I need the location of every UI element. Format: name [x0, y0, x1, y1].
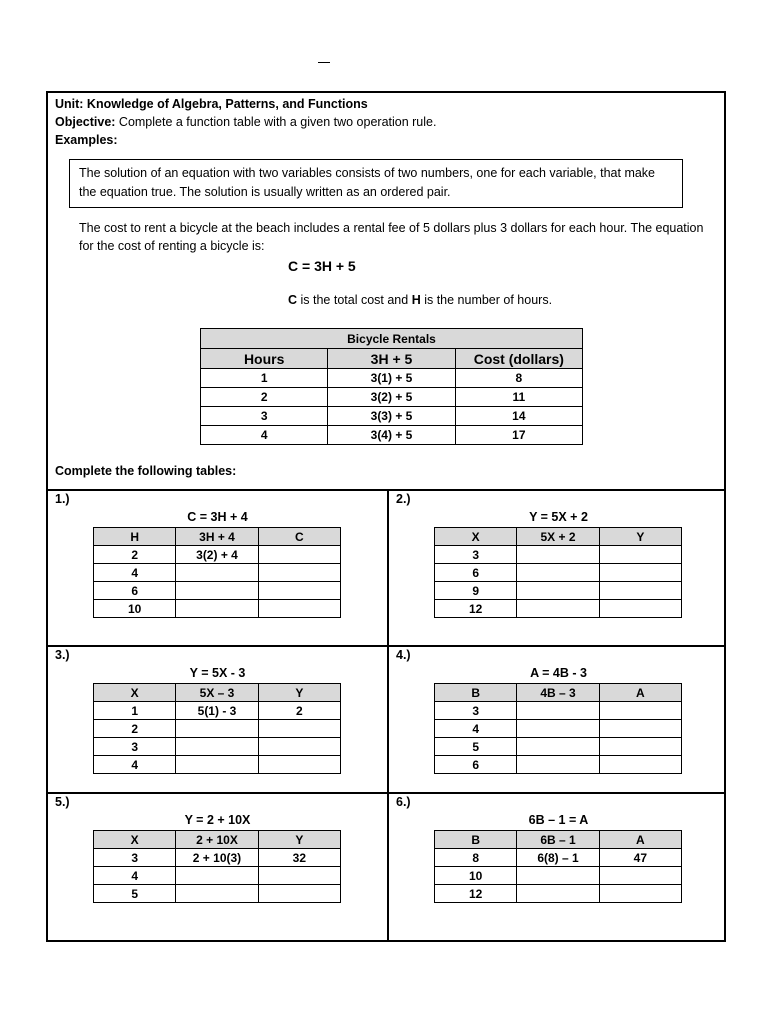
- table-cell: 4: [94, 564, 176, 582]
- problem-number: 2.): [396, 492, 411, 506]
- table-cell: [599, 564, 681, 582]
- bicycle-rentals-table: [200, 328, 583, 445]
- table-row: [201, 369, 583, 388]
- table-row: [94, 600, 341, 618]
- problem-equation: C = 3H + 4: [187, 510, 248, 524]
- table-row: [435, 702, 682, 720]
- table-row: [435, 582, 682, 600]
- table-cell: 10: [435, 867, 517, 885]
- examples-label: Examples:: [55, 133, 118, 147]
- table-cell: 3: [201, 407, 328, 426]
- table-cell: 3(2) + 5: [328, 388, 455, 407]
- example-equation: C = 3H + 5: [288, 258, 356, 274]
- table-row: [435, 885, 682, 903]
- table-row: [94, 546, 341, 564]
- table-cell: 5(1) - 3: [176, 702, 258, 720]
- table-cell: [599, 582, 681, 600]
- table-cell: [176, 564, 258, 582]
- table-cell: [258, 546, 340, 564]
- table-cell: 12: [435, 885, 517, 903]
- table-header-cell: B: [435, 684, 517, 702]
- problem-table: [434, 830, 682, 903]
- table-cell: [517, 738, 599, 756]
- table-cell: 5: [435, 738, 517, 756]
- table-row: [435, 738, 682, 756]
- table-cell: [258, 600, 340, 618]
- table-row: [201, 426, 583, 445]
- table-cell: [517, 582, 599, 600]
- table-row: [435, 849, 682, 867]
- problem-number: 3.): [55, 648, 70, 662]
- problem-table: [93, 830, 341, 903]
- table-cell: 3: [94, 738, 176, 756]
- table-cell: 11: [455, 388, 582, 407]
- table-cell: [599, 546, 681, 564]
- table-header-cell: A: [599, 831, 681, 849]
- table-cell: [176, 738, 258, 756]
- table-header-cell: 3H + 4: [176, 528, 258, 546]
- caption-end: is the number of hours.: [420, 293, 553, 307]
- problem-equation: A = 4B - 3: [530, 666, 587, 680]
- table-header-cell: 6B – 1: [517, 831, 599, 849]
- table-cell: 8: [435, 849, 517, 867]
- table-cell: [517, 756, 599, 774]
- objective-label: Objective:: [55, 115, 116, 129]
- problem-table: [93, 527, 341, 618]
- table-header-cell: 2 + 10X: [176, 831, 258, 849]
- table-cell: 3: [435, 702, 517, 720]
- problem-equation: 6B – 1 = A: [528, 813, 589, 827]
- table-row: [94, 564, 341, 582]
- table-cell: [176, 720, 258, 738]
- table-header-cell: X: [435, 528, 517, 546]
- table-header-cell: 5X – 3: [176, 684, 258, 702]
- table-cell: [176, 600, 258, 618]
- table-row: [94, 738, 341, 756]
- problem-number: 4.): [396, 648, 411, 662]
- table-cell: 3(3) + 5: [328, 407, 455, 426]
- table-cell: 3: [435, 546, 517, 564]
- example-paragraph: The cost to rent a bicycle at the beach includes a rental fee of 5 dollars plus 3 dollars for each hour. The equation for the cost of renting a bicycle is:: [79, 221, 704, 253]
- table-cell: 9: [435, 582, 517, 600]
- table-cell: [258, 582, 340, 600]
- table-row: [94, 756, 341, 774]
- table-row: [435, 867, 682, 885]
- table-cell: 6: [435, 564, 517, 582]
- table-cell: [176, 867, 258, 885]
- table-header-cell: Y: [258, 684, 340, 702]
- table-cell: [176, 885, 258, 903]
- instructions-heading: Complete the following tables:: [55, 464, 237, 478]
- table-cell: [258, 885, 340, 903]
- table-cell: 1: [94, 702, 176, 720]
- table-cell: 3: [94, 849, 176, 867]
- caption-h: H: [411, 293, 421, 307]
- table-row: [94, 885, 341, 903]
- grid-divider: [48, 792, 724, 794]
- table-cell: [599, 885, 681, 903]
- table-cell: [599, 738, 681, 756]
- unit-title: Unit: Knowledge of Algebra, Patterns, and Functions: [55, 97, 368, 111]
- problem-equation: Y = 5X - 3: [189, 666, 246, 680]
- table-header-cell: A: [599, 684, 681, 702]
- table-cell: [258, 756, 340, 774]
- table-cell: 2: [94, 546, 176, 564]
- table-cell: [517, 702, 599, 720]
- table-cell: 3(1) + 5: [328, 369, 455, 388]
- rentals-table-title: Bicycle Rentals: [201, 329, 583, 349]
- table-cell: 12: [435, 600, 517, 618]
- table-cell: 2: [258, 702, 340, 720]
- worksheet-header: [55, 95, 715, 149]
- grid-divider: [48, 645, 724, 647]
- problem-table: [434, 527, 682, 618]
- objective-text: Complete a function table with a given two operation rule.: [115, 115, 437, 129]
- rentals-header-cell: Cost (dollars): [455, 349, 582, 369]
- table-row: [94, 849, 341, 867]
- table-cell: [258, 720, 340, 738]
- caption-c: C: [288, 293, 298, 307]
- table-cell: [517, 564, 599, 582]
- table-cell: [599, 867, 681, 885]
- table-cell: 5: [94, 885, 176, 903]
- table-cell: 14: [455, 407, 582, 426]
- table-row: [201, 388, 583, 407]
- table-cell: 6(8) – 1: [517, 849, 599, 867]
- grid-divider: [48, 489, 724, 491]
- table-cell: 4: [201, 426, 328, 445]
- grid-center-divider: [387, 489, 389, 942]
- table-cell: 32: [258, 849, 340, 867]
- table-header-cell: B: [435, 831, 517, 849]
- problem-number: 1.): [55, 492, 70, 506]
- table-cell: 4: [94, 867, 176, 885]
- table-row: [435, 546, 682, 564]
- table-cell: 2: [201, 388, 328, 407]
- table-cell: 2 + 10(3): [176, 849, 258, 867]
- table-cell: [599, 702, 681, 720]
- table-row: [201, 407, 583, 426]
- table-header-cell: C: [258, 528, 340, 546]
- rentals-header-cell: 3H + 5: [328, 349, 455, 369]
- caption-mid: is the total cost and: [297, 293, 412, 307]
- problem-number: 6.): [396, 795, 411, 809]
- table-cell: 6: [435, 756, 517, 774]
- table-row: [94, 702, 341, 720]
- table-row: [435, 720, 682, 738]
- table-row: [94, 867, 341, 885]
- table-cell: 8: [455, 369, 582, 388]
- table-row: [94, 582, 341, 600]
- table-cell: [517, 600, 599, 618]
- worksheet-frame: [46, 91, 726, 942]
- table-cell: [599, 756, 681, 774]
- table-header-cell: 5X + 2: [517, 528, 599, 546]
- table-header-cell: Y: [599, 528, 681, 546]
- table-cell: [258, 867, 340, 885]
- table-cell: 17: [455, 426, 582, 445]
- table-cell: [599, 600, 681, 618]
- problem-number: 5.): [55, 795, 70, 809]
- top-dash-mark: [318, 62, 330, 63]
- table-header-cell: 4B – 3: [517, 684, 599, 702]
- table-cell: 3(4) + 5: [328, 426, 455, 445]
- table-row: [435, 600, 682, 618]
- table-cell: [599, 720, 681, 738]
- table-cell: 10: [94, 600, 176, 618]
- table-cell: [176, 756, 258, 774]
- table-cell: [258, 564, 340, 582]
- problem-table: [93, 683, 341, 774]
- table-cell: 3(2) + 4: [176, 546, 258, 564]
- table-cell: [517, 546, 599, 564]
- definition-box: The solution of an equation with two variables consists of two numbers, one for each variable, that make the equation true. The solution is usually written as an ordered pair.: [69, 159, 683, 208]
- table-cell: 2: [94, 720, 176, 738]
- table-header-cell: H: [94, 528, 176, 546]
- example-caption: [288, 293, 552, 307]
- table-cell: 6: [94, 582, 176, 600]
- problem-table: [434, 683, 682, 774]
- table-cell: 4: [94, 756, 176, 774]
- problem-equation: Y = 5X + 2: [529, 510, 588, 524]
- table-cell: [176, 582, 258, 600]
- table-cell: 1: [201, 369, 328, 388]
- rentals-header-cell: Hours: [201, 349, 328, 369]
- problem-equation: Y = 2 + 10X: [184, 813, 251, 827]
- table-cell: [517, 885, 599, 903]
- table-row: [435, 756, 682, 774]
- objective-line: [55, 113, 715, 131]
- table-header-cell: X: [94, 684, 176, 702]
- table-row: [435, 564, 682, 582]
- table-header-cell: X: [94, 831, 176, 849]
- table-cell: 4: [435, 720, 517, 738]
- table-cell: [517, 720, 599, 738]
- table-cell: [258, 738, 340, 756]
- table-row: [94, 720, 341, 738]
- table-cell: [517, 867, 599, 885]
- table-header-cell: Y: [258, 831, 340, 849]
- table-cell: 47: [599, 849, 681, 867]
